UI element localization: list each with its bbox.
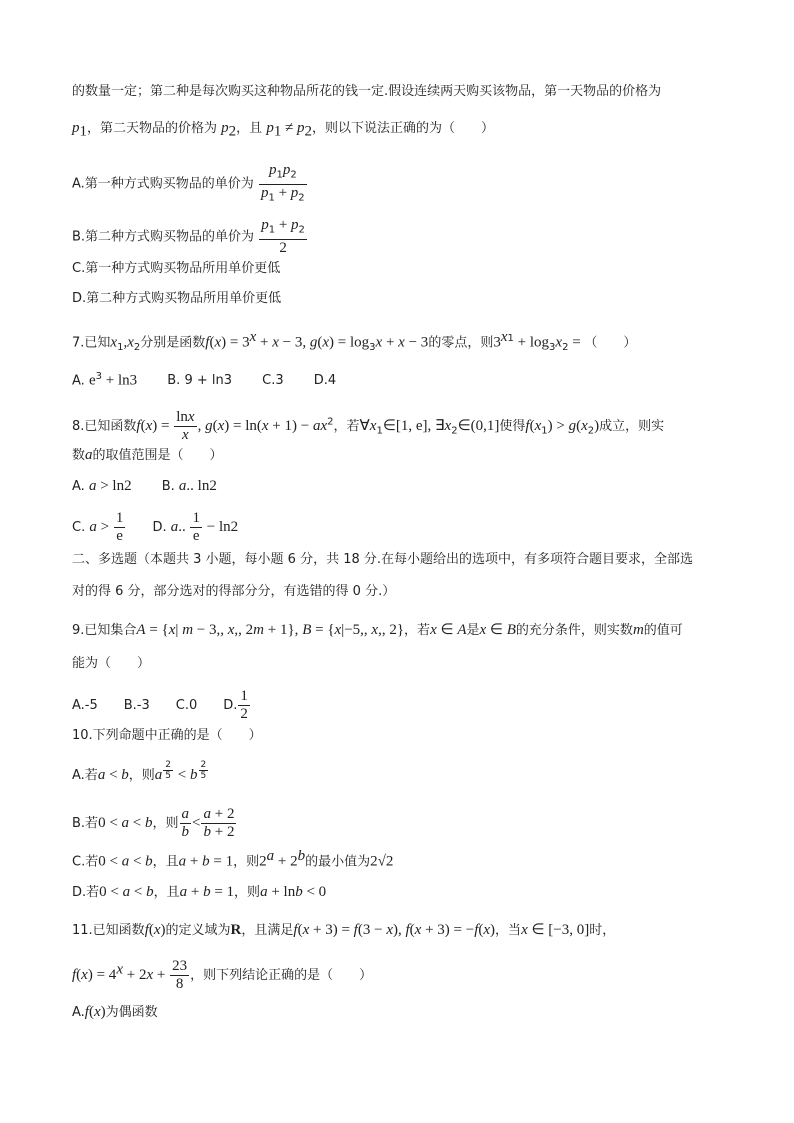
- question-7-options: A. $e^3 + \ln 3$ B. 9 + ln3 C.3 D.4: [72, 371, 337, 389]
- option-6c: C.第一种方式购买物品所用单价更低: [72, 261, 281, 276]
- text-line: 的数量一定；第二种是每次购买这种物品所花的钱一定.假设连续两天购买该物品，第一天物品的价格为: [72, 84, 662, 99]
- option-10b: B.若0 < a < b，则 $\frac{a}{b}$ < $\frac{a + 2}{b + 2}$: [72, 806, 235, 840]
- section-heading: 二、多选题（本题共 3 小题，每小题 6 分，共 18 分.在每小题给出的选项中，有多项符合题目要求，全部选: [72, 552, 694, 567]
- question-11: 11.已知函数f(x)的定义域为R，且满足f(x + 3) = f(3 − x), f(x + 3) = −f(x)，当x ∈ [−3, 0]时，: [72, 922, 616, 938]
- question-8-cont: 数a的取值范围是（ ）: [72, 447, 223, 463]
- question-9: 9.已知集合A = {x| m − 3,, x,, 2m + 1}, B = {x|−5,, x,, 2}，若x ∈ A是x ∈ B的充分条件，则实数m的值可: [72, 622, 683, 638]
- option-10c: C.若0 < a < b，且a + b = 1，则$2^a + 2^b$的最小值为2√2: [72, 848, 394, 870]
- question-9-options: A.-5 B.-3 C.0 D. $\frac{1}{2}$: [72, 688, 248, 722]
- option-6d: D.第二种方式购买物品所用单价更低: [72, 291, 282, 306]
- question-8-options-cd: C. a > $\frac{1}{e}$ D. a.. $\frac{1}{e}$ − ln2: [72, 510, 239, 544]
- option-11a: A.f(x)为偶函数: [72, 1004, 158, 1020]
- question-8-options-ab: A. a > ln2 B. a.. ln2: [72, 478, 217, 494]
- option-10d: D.若0 < a < b，且a + b = 1，则a + lnb < 0: [72, 884, 327, 900]
- option-6b: B.第二种方式购买物品的单价为 $\frac{p_1 + p_2}{2}$: [72, 217, 305, 256]
- option-10a: A.若a < b，则a $^{\frac{2}{5}}$ < b $^{\frac{2}{5}}$: [72, 760, 207, 783]
- question-8: 8.已知函数f(x) = $\frac{\ln x}{x}$ , $g(x) = \ln(x + 1) - ax^2$，若$\forall x_1\in[1$, e], $\exists x_2\in(0,1]$使得$f(x_1) > g(x_2)$成立，则实: [72, 409, 665, 443]
- option-6a: A.第一种方式购买物品的单价为 $\frac{p_1p_2}{p_1 + p_2}$: [72, 162, 305, 204]
- section-heading-cont: 对的得 6 分，部分选对的得部分分，有选错的得 0 分.）: [72, 584, 396, 599]
- question-9-cont: 能为（ ）: [72, 656, 151, 671]
- question-7: 7.已知$x_1,x_2$分别是函数$f(x) = 3^x + x - 3$, $g(x) = \log_3x + x - 3$的零点，则$3^{x1} + \log_3x_2$ = （ ）: [72, 329, 637, 353]
- question-11-cont: $f(x) = 4^x + 2x$ + $\frac{23}{8}$ ，则下列结论正确的是（ ）: [72, 958, 373, 992]
- question-10: 10.下列命题中正确的是（ ）: [72, 728, 262, 743]
- text-line: $p_1$，第二天物品的价格为 $p_2$，且 $p_1 \ne p_2$，则以下说法正确的为（ ）: [72, 120, 495, 140]
